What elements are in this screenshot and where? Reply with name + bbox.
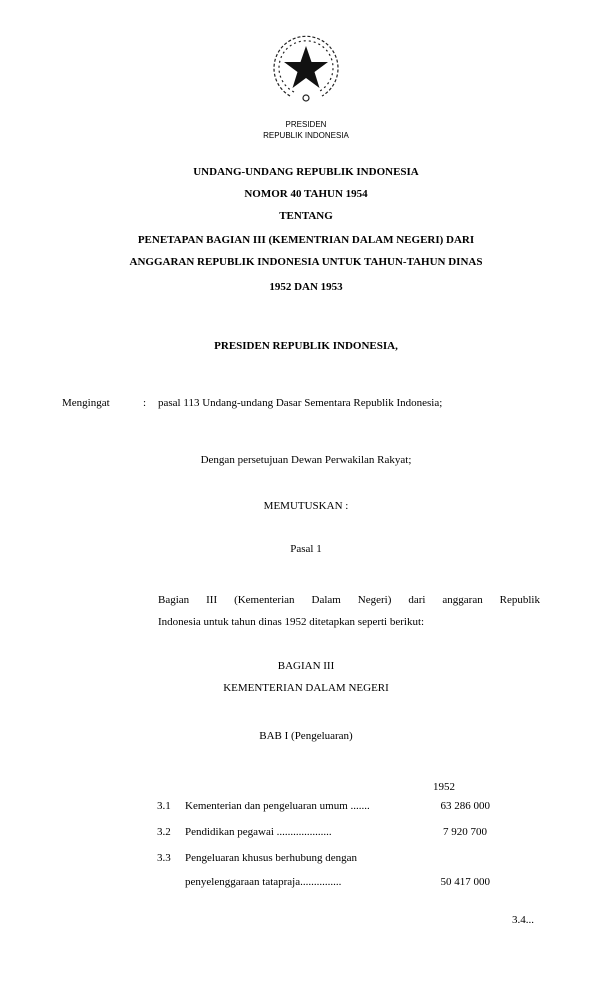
title-line: NOMOR 40 TAHUN 1954	[244, 188, 368, 200]
memutuskan: MEMUTUSKAN :	[263, 500, 349, 512]
row-label: Pengeluaran khusus berhubung dengan	[185, 852, 357, 864]
row-number: 3.1	[157, 800, 171, 812]
row-value: 7 920 700	[443, 826, 487, 838]
persetujuan: Dengan persetujuan Dewan Perwakilan Rakyat;	[200, 454, 412, 466]
title-line: UNDANG-UNDANG REPUBLIK INDONESIA	[193, 166, 419, 178]
table-year-header: 1952	[433, 781, 455, 793]
bab-heading: BAB I (Pengeluaran)	[259, 730, 353, 742]
row-label: Kementerian dan pengeluaran umum .......	[185, 800, 370, 812]
garuda-star-emblem-icon	[268, 30, 344, 106]
pasal-heading: Pasal 1	[290, 543, 322, 555]
bagian-heading: BAGIAN III	[277, 660, 335, 672]
mengingat-colon: :	[143, 397, 147, 409]
row-label: penyelenggaraan tatapraja...............	[185, 876, 342, 888]
letterhead-line2: REPUBLIK INDONESIA	[263, 131, 349, 140]
paragraph-line: Indonesia untuk tahun dinas 1952 ditetapkan seperti berikut:	[158, 616, 425, 628]
row-number: 3.3	[157, 852, 171, 864]
row-number: 3.2	[157, 826, 171, 838]
row-value: 63 286 000	[440, 800, 490, 812]
title-line: PENETAPAN BAGIAN III (KEMENTRIAN DALAM NEGERI) DARI	[137, 234, 475, 246]
continuation-marker: 3.4...	[512, 914, 534, 926]
president-heading: PRESIDEN REPUBLIK INDONESIA,	[214, 340, 398, 352]
title-line: ANGGARAN REPUBLIK INDONESIA UNTUK TAHUN-TAHUN DINAS	[129, 256, 483, 268]
kementerian-heading: KEMENTERIAN DALAM NEGERI	[223, 682, 389, 694]
mengingat-label: Mengingat	[62, 397, 110, 409]
row-label: Pendidikan pegawai ....................	[185, 826, 332, 838]
row-value: 50 417 000	[440, 876, 490, 888]
letterhead-line1: PRESIDEN	[285, 120, 327, 129]
paragraph-line: Bagian III (Kementerian Dalam Negeri) dari anggaran Republik	[158, 594, 540, 606]
mengingat-text: pasal 113 Undang-undang Dasar Sementara Republik Indonesia;	[158, 397, 443, 409]
title-line: TENTANG	[279, 210, 333, 222]
title-line: 1952 DAN 1953	[269, 281, 343, 293]
